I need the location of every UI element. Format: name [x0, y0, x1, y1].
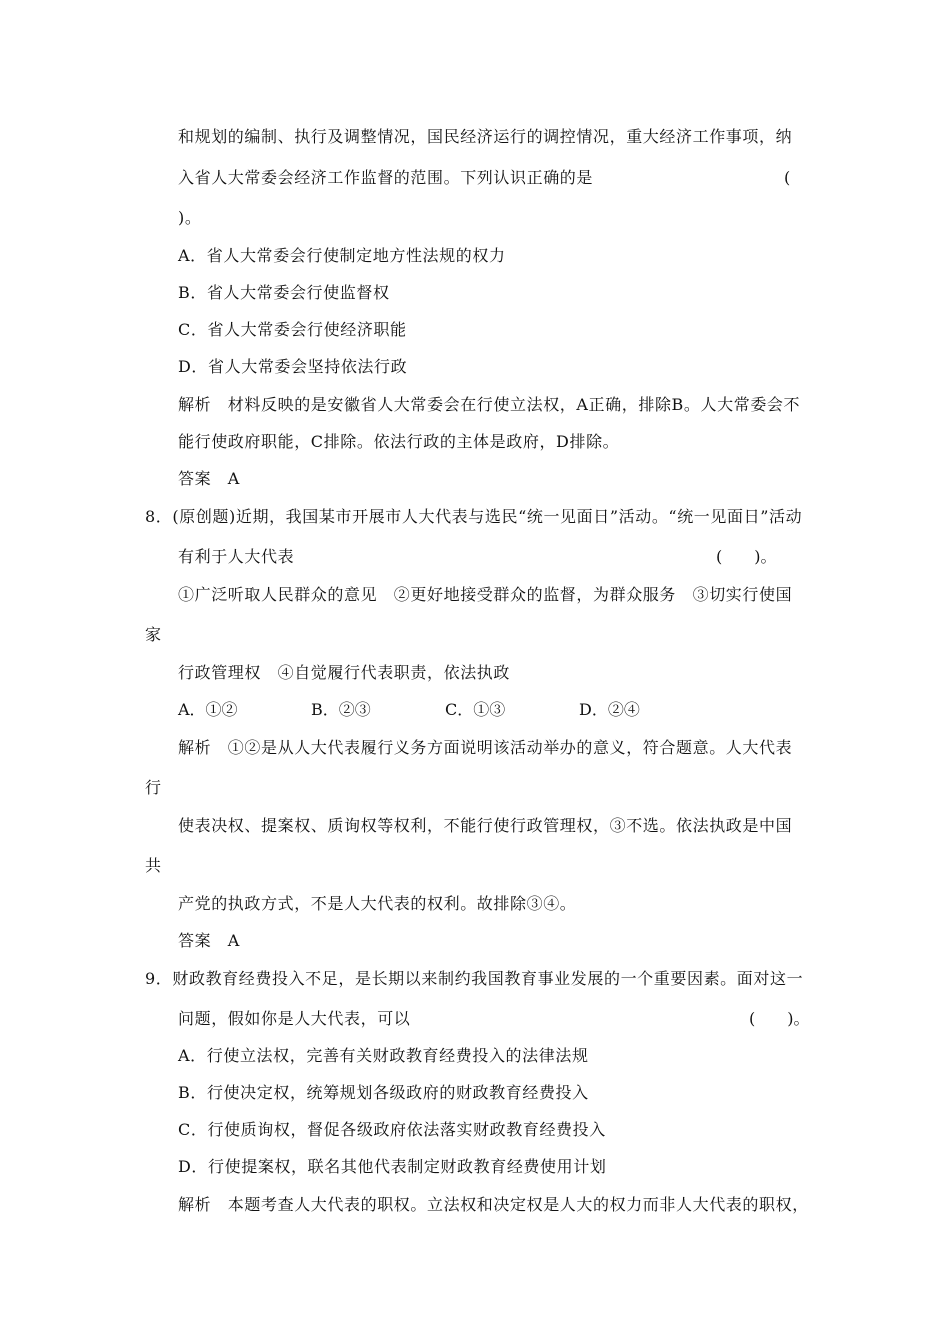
q7-answer-bracket-open: ( — [784, 168, 791, 187]
q7-option-d: D．省人大常委会坚持依法行政 — [178, 357, 408, 376]
q8-analysis-line-1: 解析 ①②是从人大代表履行义务方面说明该活动举办的意义，符合题意。人大代表 — [178, 738, 793, 757]
q8-analysis-wrap-2: 共 — [145, 856, 162, 875]
q9-stem-line-2: 问题，假如你是人大代表，可以 — [178, 1009, 411, 1028]
q7-option-b: B．省人大常委会行使监督权 — [178, 283, 390, 302]
q8-analysis-line-2: 使表决权、提案权、质询权等权利，不能行使行政管理权，③不选。依法执政是中国 — [178, 816, 793, 835]
q8-option-a: A．①② — [178, 700, 238, 719]
q8-analysis-line-3: 产党的执政方式，不是人大代表的权利。故排除③④。 — [178, 894, 577, 913]
q9-option-a: A．行使立法权，完善有关财政教育经费投入的法律法规 — [178, 1046, 589, 1065]
q8-analysis-wrap-1: 行 — [145, 778, 162, 797]
q7-option-a: A．省人大常委会行使制定地方性法规的权力 — [178, 246, 506, 265]
q9-answer-bracket: ( )。 — [749, 1009, 810, 1028]
q8-answer: 答案 A — [178, 931, 240, 950]
q7-analysis-line-2: 能行使政府职能，C排除。依法行政的主体是政府，D排除。 — [178, 432, 620, 451]
q9-stem-line-1: 9．财政教育经费投入不足，是长期以来制约我国教育事业发展的一个重要因素。面对这一 — [145, 969, 804, 988]
q8-items-line-2: 行政管理权 ④自觉履行代表职责，依法执政 — [178, 663, 511, 682]
q7-answer-bracket-close: )。 — [178, 208, 202, 227]
q9-analysis-line-1: 解析 本题考查人大代表的职权。立法权和决定权是人大的权力而非人大代表的职权， — [178, 1195, 809, 1214]
q7-answer: 答案 A — [178, 469, 240, 488]
q8-items-line-1: ①广泛听取人民群众的意见 ②更好地接受群众的监督，为群众服务 ③切实行使国 — [178, 585, 793, 604]
q8-items-wrap-1: 家 — [145, 625, 162, 644]
q7-option-c: C．省人大常委会行使经济职能 — [178, 320, 407, 339]
q7-stem-line-1: 和规划的编制、执行及调整情况，国民经济运行的调控情况，重大经济工作事项，纳 — [178, 127, 793, 146]
q9-option-c: C．行使质询权，督促各级政府依法落实财政教育经费投入 — [178, 1120, 606, 1139]
q8-stem-line-2: 有利于人大代表 — [178, 547, 295, 566]
q9-option-d: D．行使提案权，联名其他代表制定财政教育经费使用计划 — [178, 1157, 607, 1176]
q8-stem-line-1: 8．(原创题)近期，我国某市开展市人大代表与选民“统一见面日”活动。“统一见面日”活动 — [145, 507, 803, 526]
q8-option-c: C．①③ — [445, 700, 506, 719]
q8-option-b: B．②③ — [311, 700, 371, 719]
q9-option-b: B．行使决定权，统筹规划各级政府的财政教育经费投入 — [178, 1083, 589, 1102]
q8-answer-bracket: ( )。 — [716, 547, 777, 566]
q7-stem-line-2: 入省人大常委会经济工作监督的范围。下列认识正确的是 — [178, 168, 594, 187]
q8-option-d: D．②④ — [579, 700, 640, 719]
q7-analysis-line-1: 解析 材料反映的是安徽省人大常委会在行使立法权，A正确，排除B。人大常委会不 — [178, 395, 801, 414]
